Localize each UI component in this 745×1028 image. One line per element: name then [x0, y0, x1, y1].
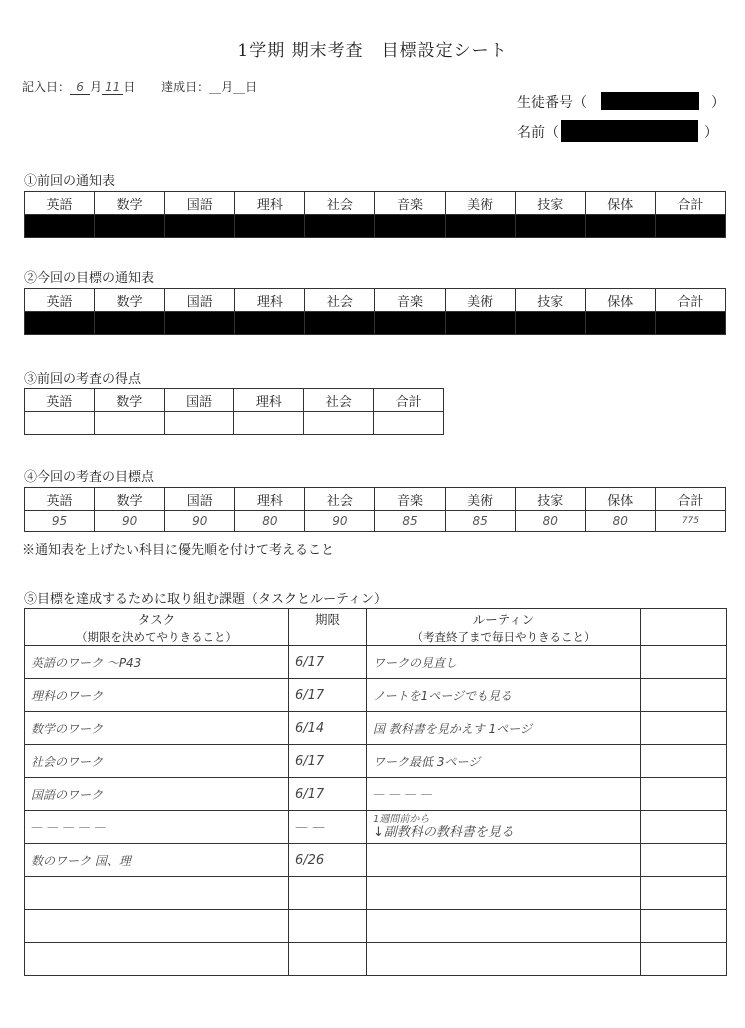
target-score: 90: [95, 511, 165, 532]
extra-header: [641, 609, 727, 630]
subject-header: 数学: [95, 289, 165, 312]
target-score: 90: [165, 511, 235, 532]
extra-cell: [641, 778, 727, 811]
task-row: [25, 910, 727, 943]
section3-table: [24, 388, 444, 435]
routine-cell: ノートを1ページでも見る: [367, 679, 641, 712]
extra-cell: [641, 679, 727, 712]
subject-header: 社会: [305, 192, 375, 215]
section3-title: ③前回の考査の得点: [24, 372, 142, 387]
routine-subheader: （考査終了まで毎日やりきること）: [367, 629, 641, 646]
deadline-cell: [289, 877, 367, 910]
subject-header: 合計: [374, 389, 444, 412]
routine-cell: 国 教科書を見かえす 1ページ: [367, 712, 641, 745]
task-cell: [25, 877, 289, 910]
routine-cell: [367, 910, 641, 943]
section3-blank-row: [25, 412, 444, 435]
extra-cell: [641, 712, 727, 745]
section4-table: [24, 487, 726, 532]
student-number-redacted: [601, 92, 699, 110]
section1-table: [24, 191, 726, 238]
extra-cell: [641, 844, 727, 877]
subject-header: 英語: [25, 192, 95, 215]
deadline-cell: [289, 910, 367, 943]
subject-header: 理科: [235, 192, 305, 215]
record-day: 11: [102, 80, 123, 95]
task-row: [25, 745, 727, 778]
subject-header: 理科: [235, 289, 305, 312]
section1-header-row: [25, 192, 726, 215]
deadline-cell: 6/26: [289, 844, 367, 877]
task-header: タスク: [25, 609, 289, 630]
subject-header: 保体: [585, 488, 655, 511]
subject-header: 音楽: [375, 289, 445, 312]
deadline-subheader: [289, 629, 367, 646]
section1-redacted-row: [25, 215, 726, 238]
task-row: [25, 844, 727, 877]
section4-header-row: [25, 488, 726, 511]
section5-table: [24, 608, 727, 976]
task-row: [25, 877, 727, 910]
routine-note: 1週間前から: [373, 814, 430, 825]
deadline-cell: — —: [289, 811, 367, 844]
extra-cell: [641, 910, 727, 943]
task-cell: [25, 910, 289, 943]
subject-header: 美術: [445, 192, 515, 215]
section4-note: ※通知表を上げたい科目に優先順を付けて考えること: [22, 543, 335, 558]
target-score: 80: [585, 511, 655, 532]
student-number-label: 生徒番号（: [517, 95, 587, 111]
section5-subheader-row: [25, 629, 727, 646]
subject-header: 保体: [585, 192, 655, 215]
deadline-header: 期限: [289, 609, 367, 630]
achieve-date: 達成日：__月__日: [161, 80, 258, 94]
task-cell: — — — — —: [25, 811, 289, 844]
subject-header: 理科: [234, 389, 304, 412]
record-month-suffix: 月: [90, 80, 103, 94]
student-number-row: [517, 92, 725, 112]
task-row: [25, 712, 727, 745]
target-score: 80: [235, 511, 305, 532]
page-title: 1学期 期末考査 目標設定シート: [237, 41, 508, 61]
subject-header: 国語: [165, 192, 235, 215]
routine-cell: [367, 844, 641, 877]
task-row: [25, 778, 727, 811]
extra-cell: [641, 811, 727, 844]
extra-cell: [641, 877, 727, 910]
task-cell: 数学のワーク: [25, 712, 289, 745]
subject-header: 音楽: [375, 488, 445, 511]
student-name-redacted: [561, 120, 698, 142]
task-cell: 理科のワーク: [25, 679, 289, 712]
routine-cell: ワーク最低 3ページ: [367, 745, 641, 778]
subject-header: 音楽: [375, 192, 445, 215]
target-score: 80: [515, 511, 585, 532]
target-score-total: 775: [655, 511, 725, 532]
task-cell: 数のワーク 国、理: [25, 844, 289, 877]
subject-header: 合計: [655, 488, 725, 511]
routine-cell: [367, 877, 641, 910]
target-score: 85: [375, 511, 445, 532]
subject-header: 英語: [25, 488, 95, 511]
subject-header: 技家: [515, 289, 585, 312]
subject-header: 英語: [25, 289, 95, 312]
subject-header: 保体: [585, 289, 655, 312]
task-row: [25, 679, 727, 712]
record-date-label: 記入日：: [22, 80, 71, 94]
extra-cell: [641, 943, 727, 976]
extra-cell: [641, 646, 727, 679]
subject-header: 理科: [235, 488, 305, 511]
subject-header: 国語: [165, 488, 235, 511]
record-date: [22, 78, 257, 95]
subject-header: 合計: [655, 289, 725, 312]
task-cell: 国語のワーク: [25, 778, 289, 811]
subject-header: 数学: [95, 488, 165, 511]
section2-table: [24, 288, 726, 335]
target-score: 90: [305, 511, 375, 532]
target-score: 95: [25, 511, 95, 532]
section5-header-row: [25, 609, 727, 630]
student-name-row: [517, 120, 718, 142]
task-cell: 社会のワーク: [25, 745, 289, 778]
section2-title: ②今回の目標の通知表: [24, 271, 155, 286]
routine-cell: [367, 811, 641, 844]
section1-title: ①前回の通知表: [24, 174, 116, 189]
student-name-label: 名前（: [517, 125, 559, 141]
deadline-cell: 6/14: [289, 712, 367, 745]
subject-header: 社会: [305, 289, 375, 312]
student-name-close: ）: [704, 125, 718, 141]
target-score: 85: [445, 511, 515, 532]
subject-header: 美術: [445, 488, 515, 511]
record-month: 6: [70, 80, 90, 95]
subject-header: 社会: [304, 389, 374, 412]
student-number-close: ）: [711, 95, 725, 111]
section4-title: ④今回の考査の目標点: [24, 470, 155, 485]
task-subheader: （期限を決めてやりきること）: [25, 629, 289, 646]
deadline-cell: 6/17: [289, 679, 367, 712]
deadline-cell: [289, 943, 367, 976]
section5-title: ⑤目標を達成するために取り組む課題（タスクとルーティン）: [24, 592, 387, 607]
section3-header-row: [25, 389, 444, 412]
subject-header: 英語: [25, 389, 95, 412]
task-row: [25, 811, 727, 844]
subject-header: 技家: [515, 192, 585, 215]
subject-header: 国語: [164, 389, 234, 412]
section2-header-row: [25, 289, 726, 312]
section4-score-row: [25, 511, 726, 532]
subject-header: 国語: [165, 289, 235, 312]
task-cell: [25, 943, 289, 976]
extra-cell: [641, 745, 727, 778]
section2-redacted-row: [25, 312, 726, 335]
deadline-cell: 6/17: [289, 778, 367, 811]
routine-cell: — — — —: [367, 778, 641, 811]
routine-cell: ワークの見直し: [367, 646, 641, 679]
task-row: [25, 943, 727, 976]
routine-cell: [367, 943, 641, 976]
subject-header: 美術: [445, 289, 515, 312]
subject-header: 数学: [95, 192, 165, 215]
subject-header: 合計: [655, 192, 725, 215]
subject-header: 数学: [94, 389, 164, 412]
deadline-cell: 6/17: [289, 745, 367, 778]
subject-header: 技家: [515, 488, 585, 511]
routine-header: ルーティン: [367, 609, 641, 630]
subject-header: 社会: [305, 488, 375, 511]
extra-subheader: [641, 629, 727, 646]
routine-text: ↓副教科の教科書を見る: [373, 825, 514, 840]
record-day-suffix: 日: [123, 80, 136, 94]
task-row: [25, 646, 727, 679]
task-cell: 英語のワーク ～P43: [25, 646, 289, 679]
deadline-cell: 6/17: [289, 646, 367, 679]
